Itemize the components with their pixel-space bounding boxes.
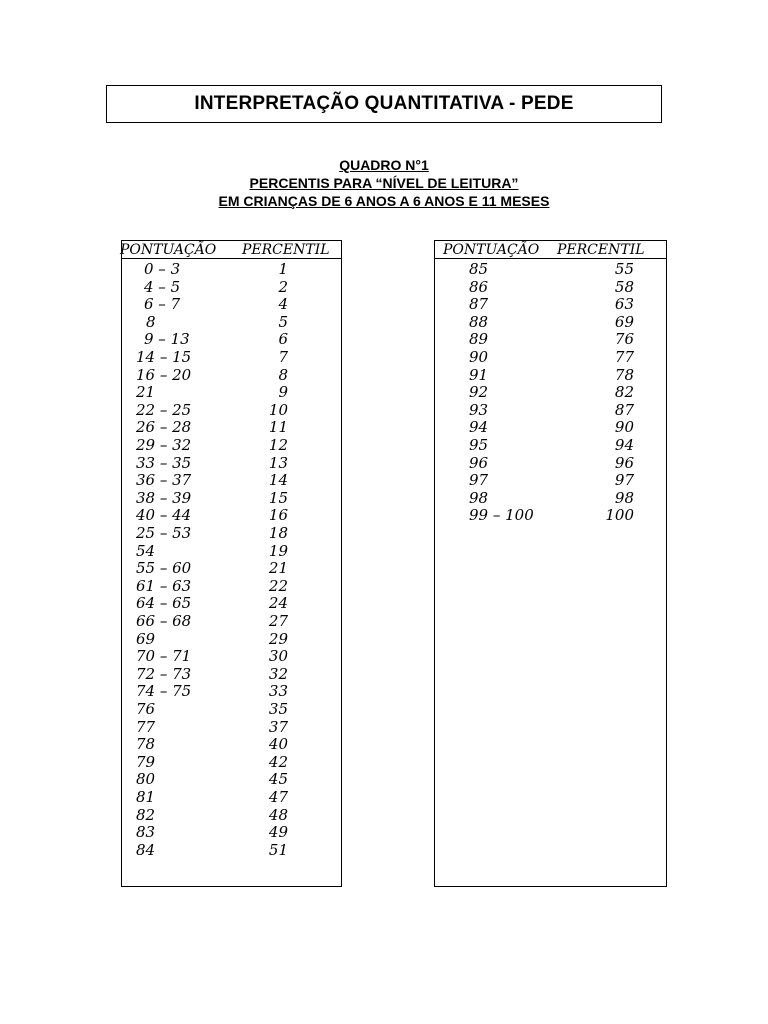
score-cell: 55 – 60 bbox=[136, 559, 192, 578]
table-row bbox=[122, 595, 341, 613]
score-cell: 91 bbox=[469, 365, 489, 384]
percentile-cell: 45 bbox=[268, 770, 288, 789]
header-score: PONTUAÇÃO bbox=[443, 242, 540, 258]
percentile-cell: 55 bbox=[614, 260, 634, 278]
table-row bbox=[122, 490, 341, 508]
table-header bbox=[122, 241, 341, 259]
table-row bbox=[435, 472, 666, 490]
table-row bbox=[122, 296, 341, 314]
percentile-cell: 100 bbox=[605, 506, 634, 525]
percentile-cell: 7 bbox=[278, 348, 288, 366]
table-row bbox=[122, 631, 341, 649]
table-row bbox=[122, 701, 341, 719]
percentile-cell: 82 bbox=[614, 383, 634, 402]
percentile-cell: 94 bbox=[614, 436, 634, 454]
score-cell: 72 – 73 bbox=[136, 664, 192, 683]
score-cell: 16 – 20 bbox=[136, 365, 192, 384]
percentile-cell: 47 bbox=[268, 788, 288, 806]
percentile-cell: 63 bbox=[614, 295, 634, 314]
percentile-cell: 69 bbox=[614, 312, 634, 331]
percentile-cell: 11 bbox=[268, 418, 288, 437]
percentile-cell: 77 bbox=[614, 348, 634, 366]
score-cell: 92 bbox=[469, 383, 489, 402]
table-row bbox=[435, 402, 666, 420]
table-row bbox=[122, 349, 341, 367]
percentile-cell: 49 bbox=[268, 823, 288, 842]
score-cell: 64 – 65 bbox=[136, 594, 192, 613]
table-row bbox=[122, 525, 341, 543]
score-cell: 90 bbox=[469, 348, 489, 366]
table-row bbox=[122, 402, 341, 420]
score-cell: 25 – 53 bbox=[136, 524, 192, 542]
score-cell: 78 bbox=[136, 735, 156, 754]
table-row bbox=[435, 419, 666, 437]
score-cell: 74 – 75 bbox=[136, 682, 192, 701]
table-row bbox=[435, 507, 666, 525]
table-row bbox=[122, 719, 341, 737]
percentile-cell: 15 bbox=[268, 488, 288, 507]
score-cell: 21 bbox=[136, 383, 156, 402]
table-row bbox=[122, 507, 341, 525]
table-row bbox=[435, 455, 666, 473]
score-cell: 8 bbox=[146, 312, 156, 331]
score-cell: 98 bbox=[469, 488, 489, 507]
percentile-cell: 90 bbox=[614, 418, 634, 437]
score-cell: 77 bbox=[136, 717, 156, 736]
score-cell: 83 bbox=[136, 823, 156, 842]
table-row bbox=[435, 437, 666, 455]
percentile-cell: 78 bbox=[614, 365, 634, 384]
percentile-cell: 12 bbox=[268, 436, 288, 454]
score-cell: 26 – 28 bbox=[136, 418, 192, 437]
header-score: PONTUAÇÃO bbox=[120, 242, 217, 258]
table-row bbox=[122, 560, 341, 578]
document-title: INTERPRETAÇÃO QUANTITATIVA - PEDE bbox=[194, 93, 574, 114]
table-row bbox=[122, 261, 341, 279]
score-cell: 22 – 25 bbox=[136, 400, 192, 419]
percentile-cell: 87 bbox=[614, 400, 634, 419]
percentile-cell: 98 bbox=[614, 488, 634, 507]
percentile-cell: 51 bbox=[268, 840, 288, 859]
percentile-cell: 96 bbox=[614, 453, 634, 472]
table-row bbox=[435, 261, 666, 279]
score-cell: 88 bbox=[469, 312, 489, 331]
table-row bbox=[122, 419, 341, 437]
percentile-cell: 8 bbox=[278, 365, 288, 384]
percentile-cell: 76 bbox=[614, 330, 634, 349]
percentile-cell: 29 bbox=[268, 629, 288, 648]
percentile-cell: 21 bbox=[268, 559, 288, 578]
score-cell: 96 bbox=[469, 453, 489, 472]
header-percentile: PERCENTIL bbox=[242, 242, 330, 258]
score-cell: 0 – 3 bbox=[144, 260, 181, 278]
document-title-box bbox=[106, 85, 662, 123]
score-cell: 4 – 5 bbox=[144, 277, 181, 296]
table-row bbox=[122, 279, 341, 297]
percentile-cell: 30 bbox=[268, 647, 288, 666]
table-row bbox=[122, 842, 341, 860]
score-cell: 95 bbox=[469, 436, 489, 454]
score-cell: 84 bbox=[136, 840, 156, 859]
score-cell: 82 bbox=[136, 805, 156, 824]
score-cell: 81 bbox=[136, 788, 156, 806]
table-row bbox=[122, 754, 341, 772]
table-row bbox=[122, 314, 341, 332]
percentile-cell: 6 bbox=[278, 330, 288, 349]
percentile-cell: 32 bbox=[268, 664, 288, 683]
table-row bbox=[122, 472, 341, 490]
percentile-cell: 16 bbox=[268, 506, 288, 525]
percentile-cell: 48 bbox=[268, 805, 288, 824]
percentile-cell: 18 bbox=[268, 524, 288, 542]
score-cell: 70 – 71 bbox=[136, 647, 192, 666]
table-row bbox=[435, 279, 666, 297]
table-row bbox=[435, 384, 666, 402]
table-row bbox=[122, 437, 341, 455]
percentile-cell: 97 bbox=[614, 471, 634, 490]
score-cell: 14 – 15 bbox=[136, 348, 192, 366]
score-cell: 85 bbox=[469, 260, 489, 278]
table-row bbox=[435, 490, 666, 508]
table-row bbox=[122, 824, 341, 842]
score-cell: 40 – 44 bbox=[136, 506, 192, 525]
table-caption: PERCENTIS PARA “NÍVEL DE LEITURA” bbox=[249, 175, 519, 191]
table-row bbox=[122, 367, 341, 385]
score-cell: 36 – 37 bbox=[136, 471, 192, 490]
table-age-range: EM CRIANÇAS DE 6 ANOS A 6 ANOS E 11 MESES bbox=[218, 193, 550, 209]
table-row bbox=[122, 736, 341, 754]
percentile-table-right bbox=[434, 240, 667, 887]
table-row bbox=[435, 296, 666, 314]
table-header bbox=[435, 241, 666, 259]
percentile-cell: 19 bbox=[268, 541, 288, 560]
table-row bbox=[122, 384, 341, 402]
table-row bbox=[122, 331, 341, 349]
score-cell: 76 bbox=[136, 700, 156, 718]
score-cell: 86 bbox=[469, 277, 489, 296]
table-row bbox=[122, 613, 341, 631]
score-cell: 79 bbox=[136, 752, 156, 771]
table-number: QUADRO N°1 bbox=[339, 157, 429, 173]
table-row bbox=[122, 455, 341, 473]
percentile-cell: 1 bbox=[278, 260, 288, 278]
score-cell: 80 bbox=[136, 770, 156, 789]
table-row bbox=[122, 683, 341, 701]
score-cell: 66 – 68 bbox=[136, 612, 192, 630]
table-row bbox=[122, 543, 341, 561]
score-cell: 97 bbox=[469, 471, 489, 490]
score-cell: 6 – 7 bbox=[144, 295, 181, 314]
table-row bbox=[435, 349, 666, 367]
percentile-cell: 13 bbox=[268, 453, 288, 472]
percentile-cell: 42 bbox=[268, 752, 288, 771]
percentile-cell: 37 bbox=[268, 717, 288, 736]
score-cell: 69 bbox=[136, 629, 156, 648]
percentile-cell: 22 bbox=[268, 576, 288, 595]
table-row bbox=[122, 666, 341, 684]
table-row bbox=[435, 367, 666, 385]
percentile-cell: 40 bbox=[268, 735, 288, 754]
header-percentile: PERCENTIL bbox=[557, 242, 645, 258]
percentile-cell: 24 bbox=[268, 594, 288, 613]
table-row bbox=[122, 789, 341, 807]
percentile-cell: 9 bbox=[278, 383, 288, 402]
table-row bbox=[122, 578, 341, 596]
table-row bbox=[435, 331, 666, 349]
score-cell: 89 bbox=[469, 330, 489, 349]
table-row bbox=[122, 771, 341, 789]
percentile-cell: 2 bbox=[278, 277, 288, 296]
percentile-cell: 58 bbox=[614, 277, 634, 296]
score-cell: 9 – 13 bbox=[144, 330, 190, 349]
percentile-cell: 27 bbox=[268, 612, 288, 630]
percentile-cell: 10 bbox=[268, 400, 288, 419]
score-cell: 33 – 35 bbox=[136, 453, 192, 472]
table-row bbox=[122, 648, 341, 666]
table-row bbox=[122, 807, 341, 825]
score-cell: 54 bbox=[136, 541, 156, 560]
percentile-cell: 4 bbox=[278, 295, 288, 314]
percentile-table-left bbox=[121, 240, 342, 887]
score-cell: 38 – 39 bbox=[136, 488, 192, 507]
percentile-cell: 14 bbox=[268, 471, 288, 490]
percentile-cell: 33 bbox=[268, 682, 288, 701]
percentile-cell: 35 bbox=[268, 700, 288, 718]
score-cell: 87 bbox=[469, 295, 489, 314]
score-cell: 94 bbox=[469, 418, 489, 437]
score-cell: 99 – 100 bbox=[469, 506, 534, 525]
score-cell: 29 – 32 bbox=[136, 436, 192, 454]
table-row bbox=[435, 314, 666, 332]
score-cell: 93 bbox=[469, 400, 489, 419]
score-cell: 61 – 63 bbox=[136, 576, 192, 595]
percentile-cell: 5 bbox=[278, 312, 288, 331]
